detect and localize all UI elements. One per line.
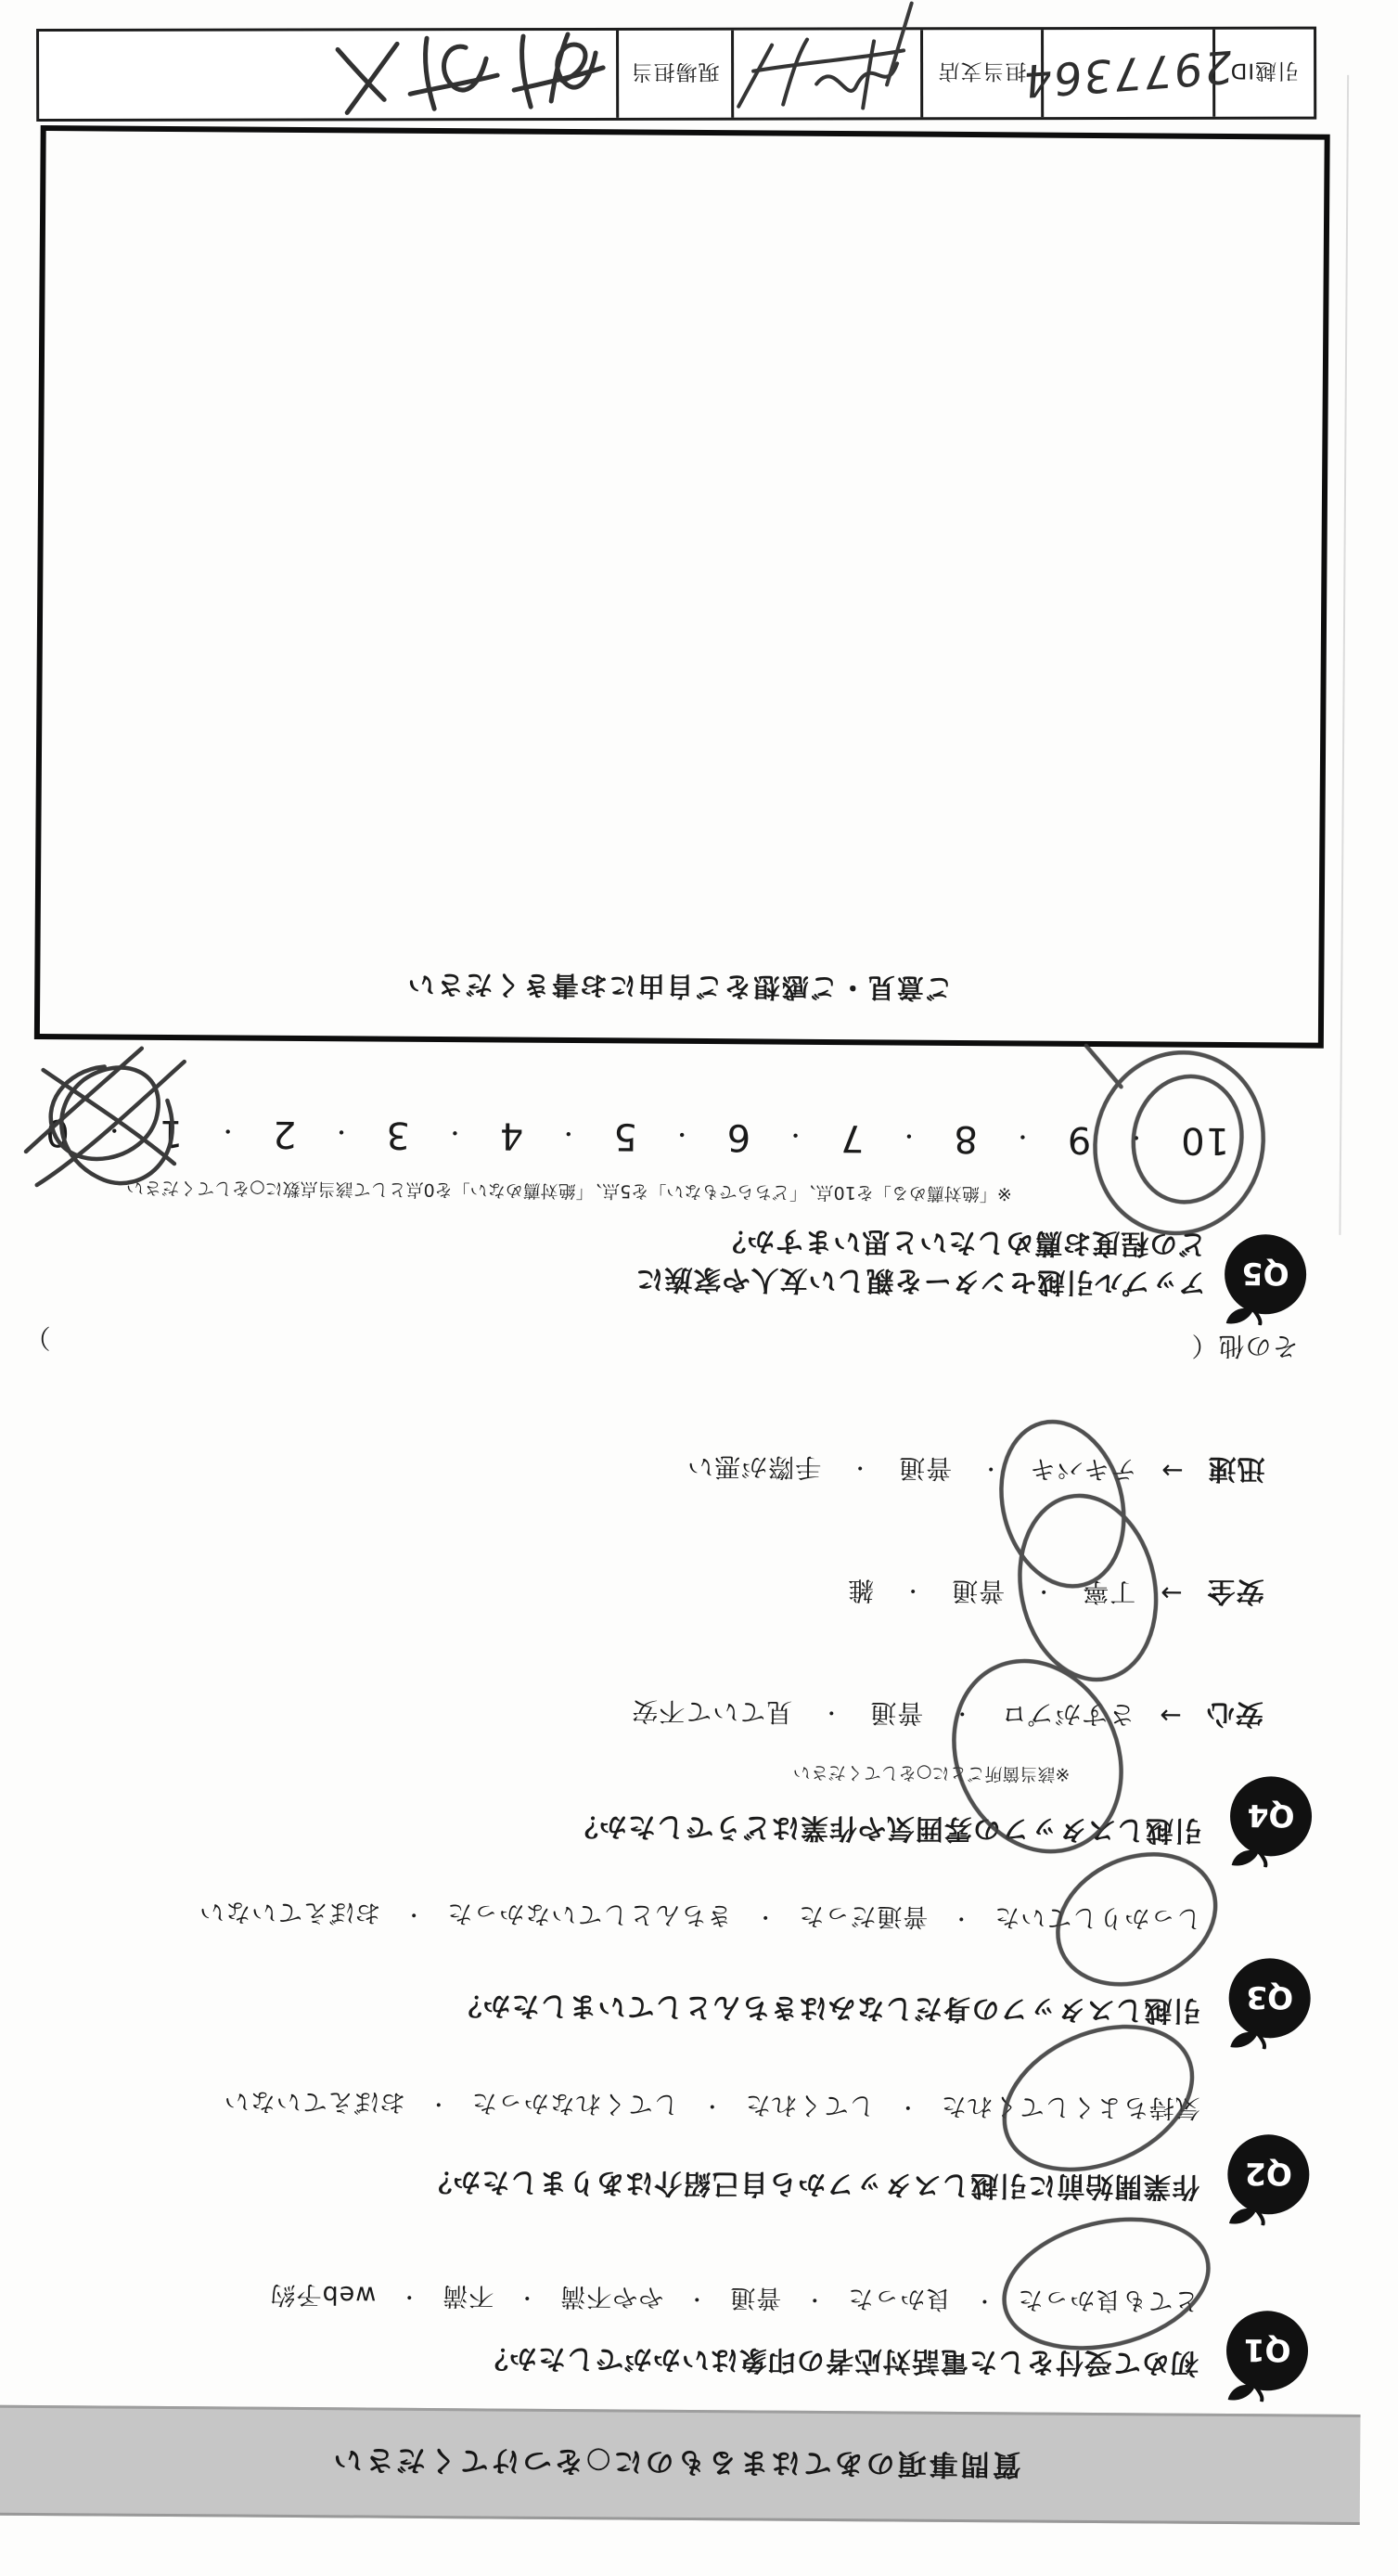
- q2-option: 気持ちよくしてくれた: [940, 2091, 1200, 2122]
- q4-option: 手際が悪い: [686, 1450, 822, 1483]
- branch-value-cell: [731, 30, 920, 117]
- q3-option: きちんとしていなかった: [446, 1899, 733, 1930]
- q4-row-label: 安心: [1205, 1696, 1263, 1731]
- q4-row-jinsoku: [686, 1448, 1265, 1492]
- q2-option: してくれた: [744, 2090, 875, 2120]
- q3-options: [199, 1896, 1201, 1939]
- scale-value: 7: [839, 1116, 865, 1160]
- q1-option: 不満: [442, 2281, 494, 2311]
- q4-row-anzen: [847, 1571, 1264, 1615]
- handwritten-staff-signature: [226, 31, 616, 119]
- q4-option: 普通: [898, 1452, 953, 1484]
- q1-option: web予約: [269, 2279, 377, 2310]
- option-separator: ・: [896, 2094, 918, 2119]
- scale-separator: ・: [556, 1120, 580, 1147]
- q4-option: さすがプロ: [1000, 1698, 1135, 1731]
- branch-label-cell: [920, 30, 1041, 117]
- footer-info-table: [36, 27, 1316, 122]
- q2-badge-label: Q2: [1244, 2156, 1292, 2193]
- scale-value: 9: [1066, 1117, 1092, 1161]
- scale-separator: ・: [1123, 1124, 1148, 1151]
- option-separator: ・: [803, 2286, 826, 2311]
- scale-separator: ・: [442, 1119, 467, 1146]
- option-separator: ・: [516, 2285, 538, 2309]
- q1-option: やや不満: [559, 2281, 664, 2312]
- q4-option: 普通: [951, 1575, 1006, 1607]
- option-separator: ・: [902, 1578, 924, 1603]
- branch-label: 担当支店: [937, 58, 1027, 84]
- scale-separator: ・: [896, 1122, 921, 1150]
- move-id-value-cell: [1020, 30, 1236, 117]
- q2-options: [224, 2085, 1200, 2128]
- q1-title: 初めて受付をした電話対応者の印象はいかがでしたか？: [479, 2341, 1199, 2379]
- staff-value-cell: [39, 31, 616, 119]
- instructions-text: 質問事項のあてはまるものに○をつけてください: [330, 2442, 1021, 2481]
- scale-value: 5: [612, 1114, 637, 1158]
- scale-value: 3: [385, 1113, 411, 1156]
- staff-label: 現場担当: [630, 59, 720, 84]
- q4-row-label: 安全: [1206, 1574, 1264, 1608]
- q5-title-line2: どの程度お薦めしたいと思いますか？: [717, 1224, 1207, 1260]
- q4-option: テキパキ: [1029, 1453, 1137, 1486]
- instructions-banner: [0, 2405, 1361, 2525]
- q4-other-close-paren: ）: [24, 1321, 51, 1354]
- move-id-label: 引越ID: [1229, 58, 1300, 84]
- arrow-right-icon: →: [1159, 1700, 1182, 1732]
- scale-value: 10: [1180, 1118, 1230, 1162]
- option-separator: ・: [951, 1701, 973, 1725]
- scale-separator: ・: [1010, 1123, 1034, 1151]
- q4-badge-label: Q4: [1247, 1797, 1295, 1835]
- q1-badge-label: Q1: [1243, 2332, 1291, 2369]
- q3-title: 引越しスタッフの身だしなみはきちんとしていましたか？: [453, 1989, 1201, 2027]
- q4-option: 見ていて不安: [631, 1695, 793, 1728]
- comment-box-label: ご意見・ご感想をご自由にお書きください: [405, 968, 953, 1004]
- q1-option: 良かった: [847, 2284, 952, 2313]
- q4-option: 雑: [847, 1575, 875, 1606]
- q4-option: 普通: [869, 1697, 924, 1729]
- option-separator: ・: [700, 2093, 723, 2118]
- q1-badge: [1221, 2309, 1311, 2402]
- scale-value: 6: [725, 1115, 751, 1159]
- arrow-right-icon: →: [1160, 1578, 1183, 1610]
- scale-separator: ・: [102, 1117, 126, 1144]
- q3-badge-label: Q3: [1246, 1979, 1294, 2016]
- option-separator: ・: [950, 1905, 972, 1930]
- scale-value: 8: [953, 1116, 979, 1161]
- scan-edge-artifact: [1339, 75, 1349, 1235]
- option-separator: ・: [1032, 1579, 1055, 1604]
- comment-box: [34, 125, 1330, 1049]
- q1-option: とても良かった: [1017, 2285, 1199, 2315]
- q2-option: おぼえていない: [223, 2086, 405, 2117]
- q2-badge: [1222, 2132, 1312, 2226]
- scale-separator: ・: [670, 1121, 694, 1148]
- option-separator: ・: [980, 1456, 1002, 1480]
- scale-separator: ・: [783, 1122, 807, 1149]
- option-separator: ・: [403, 1901, 425, 1926]
- scale-value: 2: [271, 1112, 297, 1155]
- q5-badge-label: Q5: [1241, 1256, 1289, 1293]
- arrow-right-icon: →: [1161, 1455, 1184, 1488]
- q2-option: してくれなかった: [470, 2088, 679, 2119]
- q4-note: ※該当箇所ごとに○をしてください: [792, 1761, 1071, 1784]
- q5-rating-scale: [45, 1111, 1229, 1162]
- q1-option: 普通: [729, 2283, 782, 2312]
- q4-row-anshin: [631, 1693, 1263, 1738]
- option-separator: ・: [973, 2288, 995, 2312]
- q4-title: 引越しスタッフの雰囲気や作業はどうでしたか？: [569, 1810, 1203, 1847]
- scale-separator: ・: [215, 1117, 239, 1145]
- q2-title: 作業開始前に引越しスタッフから自己紹介はありましたか？: [423, 2164, 1200, 2203]
- option-separator: ・: [820, 1700, 842, 1724]
- handwritten-branch-signature: [735, 30, 920, 117]
- q3-option: しっかりしていた: [994, 1902, 1202, 1933]
- q1-options: [269, 2279, 1199, 2322]
- option-separator: ・: [427, 2091, 449, 2116]
- q4-badge: [1225, 1774, 1315, 1868]
- pen-tail-stroke: [1086, 1046, 1122, 1087]
- option-separator: ・: [754, 1904, 776, 1928]
- pen-circle-q4-jinsoku: [984, 1409, 1141, 1600]
- q5-badge: [1219, 1232, 1309, 1326]
- q3-option: 普通だった: [798, 1900, 929, 1931]
- q5-note: ※「絶対薦める」を10点、「どちらでもない」を5点、「絶対薦めない」を0点として該当点数に○をしてください: [125, 1177, 1012, 1204]
- staff-label-cell: [616, 31, 732, 118]
- option-separator: ・: [849, 1455, 871, 1479]
- q4-row-label: 迅速: [1207, 1451, 1265, 1486]
- q3-option: おぼえていない: [199, 1897, 381, 1927]
- q3-badge: [1223, 1956, 1313, 2050]
- scale-separator: ・: [328, 1118, 353, 1145]
- scale-value: 4: [498, 1114, 524, 1157]
- q4-option: 丁寧: [1082, 1576, 1136, 1608]
- q5-title-line1: アップル引越センターを親しい友人や家族に: [635, 1262, 1207, 1299]
- handwritten-move-id: 2977364: [1020, 39, 1236, 108]
- option-separator: ・: [686, 2286, 708, 2311]
- q4-other-field: その他（: [1190, 1330, 1299, 1362]
- option-separator: ・: [398, 2284, 420, 2308]
- scale-value: 0: [45, 1111, 70, 1154]
- scale-value: 1: [158, 1111, 184, 1155]
